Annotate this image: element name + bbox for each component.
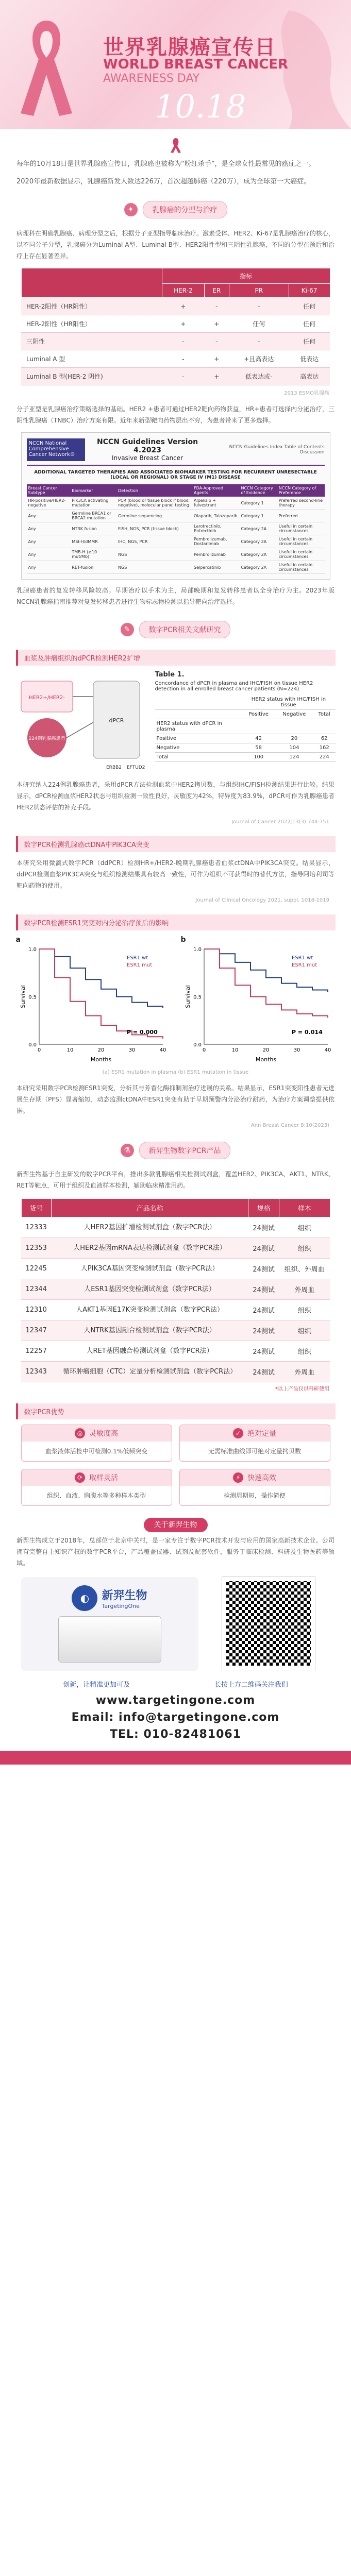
table-row [27, 522, 325, 535]
advantage-title: 灵敏度高 [89, 1430, 118, 1438]
table-cell: Any [27, 510, 71, 522]
table-header: 样本 [279, 1199, 330, 1217]
table-row [155, 743, 336, 753]
advantage-desc: 无需标准曲线即可绝对定量拷贝数 [208, 1448, 301, 1455]
table-row [21, 368, 330, 385]
table-cell: 24测试 [248, 1320, 279, 1341]
km-chart-b [181, 944, 336, 1062]
table-header: FDA-Approved Agents [192, 484, 239, 497]
table-header: Breast Cancer Subtype [27, 484, 71, 497]
brand-left [21, 1577, 198, 1671]
table-cell: Positive [155, 734, 242, 743]
table-header: PR [229, 284, 289, 298]
table-cell: Pembrolizumab [192, 548, 239, 561]
study1-table-desc: Concordance of dPCR in plasma and IHC/FISH on tissue HER2 detection in all enrolled breast cancer patients (N=224) [155, 681, 313, 692]
km-legend-entry: ESR1 mut [291, 962, 317, 968]
table-header [155, 695, 242, 710]
table-cell: 12353 [21, 1238, 51, 1259]
table-cell: - [162, 368, 204, 385]
table-header: 规格 [248, 1199, 279, 1217]
study1-source: Journal of Cancer 2022;13(3):744-751 [231, 819, 329, 825]
advantage-card [179, 1469, 330, 1506]
table-cell: MSI-H/dMMR [70, 535, 116, 548]
table-cell: 12245 [21, 1259, 51, 1279]
products-intro: 新羿生物基于自主研发的数字PCR平台，推出多款乳腺癌相关检测试剂盒，覆盖HER2、PIK3CA、AKT1、NTRK、RET等靶点，可用于组织及血液样本检测，辅助临床精准用药。 [16, 1171, 335, 1189]
table-cell: PCR (blood or tissue block if blood negative), molecular panel testing [116, 497, 192, 510]
km-caption: (a) ESR1 mutation in plasma (b) ESR1 mutation in tissue [102, 1070, 249, 1075]
table-cell: + [162, 315, 204, 333]
email-link[interactable]: Email: info@targetingone.com [71, 1711, 280, 1724]
advantage-icon: ⟳ [75, 1472, 85, 1483]
table-cell: 20 [275, 734, 313, 743]
brand-mark-icon: ◐ [72, 1585, 97, 1611]
table-cell: 组织、外周血 [279, 1259, 330, 1279]
advantage-title-row [22, 1469, 172, 1486]
advantage-card [21, 1425, 172, 1462]
table-cell: Preferred [277, 510, 325, 522]
advantage-desc: 检测周期短，操作简便 [223, 1492, 286, 1499]
km-legend-entry: ESR1 wt [291, 955, 313, 961]
table-cell: 12344 [21, 1279, 51, 1300]
about-heading [0, 1519, 351, 1530]
table-cell: + [204, 350, 229, 368]
table-cell: 12347 [21, 1320, 51, 1341]
table-cell: 58 [242, 743, 275, 753]
km-y-tick: 0.5 [193, 994, 202, 1001]
km-x-tick: 0 [37, 1047, 41, 1053]
table-caption: 2013 ESMO乳腺癌 [284, 391, 329, 396]
study3-heading: 数字PCR检测ESR1突变对内分泌治疗预后的影响 [16, 914, 336, 930]
table-header: NCCN Category of Evidence [239, 484, 277, 497]
table-row [21, 1279, 330, 1300]
product-name: 人AKT1基因E17K突变检测试剂盒（数字PCR法） [51, 1300, 248, 1320]
products-note: *以上产品仅供科研使用 [275, 1386, 329, 1392]
table-cell: Category 2A [239, 561, 277, 574]
diagram-label: 224例乳腺癌患者 [28, 736, 65, 741]
km-panel-b [181, 936, 336, 1064]
dna-icon: ✦ [124, 203, 138, 216]
table-cell: 任何 [229, 315, 289, 333]
study2-heading: 数字PCR检测乳腺癌ctDNA中PIK3CA突变 [16, 836, 336, 852]
km-y-tick: 1.0 [28, 947, 37, 953]
table-header: Total [313, 710, 336, 719]
table-cell: 24测试 [248, 1300, 279, 1320]
study1-table-title: Table 1. [155, 671, 185, 679]
table-cell: 62 [313, 734, 336, 743]
nccn-subtitle: Invasive Breast Cancer [111, 454, 183, 462]
study3-text: 本研究采用数字PCR检测ESR1突变，分析其与芳香化酶抑制剂治疗进展的关系。结果显示，ESR1突变阳性患者无进展生存期（PFS）显著缩短，动态监测ctDNA中ESR1突变有助于早期预警内分泌治疗耐药，为治疗方案调整提供依据。 [16, 1084, 335, 1114]
table-header: Positive [242, 710, 275, 719]
table-cell: 任何 [289, 315, 330, 333]
table-cell: Larotrectinib, Entrectinib [192, 522, 239, 535]
km-x-tick: 40 [159, 1047, 166, 1053]
table-cell: - [162, 333, 204, 350]
table-row [21, 1341, 330, 1362]
table-cell: Luminal A 型 [21, 350, 162, 368]
table-cell: 三阴性 [21, 333, 162, 350]
table-cell: + [162, 298, 204, 315]
table-header: Biomarker [70, 484, 116, 497]
contacts [0, 1694, 351, 1741]
table-cell: 组织 [279, 1341, 330, 1362]
km-panel-label: a [15, 936, 21, 944]
table-cell: - [204, 298, 229, 315]
table-row [21, 1217, 330, 1238]
table-cell: - [204, 333, 229, 350]
table-cell: HER2 status with dPCR in plasma [155, 719, 242, 734]
table-cell: - [229, 333, 289, 350]
advantage-title-row [180, 1469, 330, 1486]
table-cell: RET-fusion [70, 561, 116, 574]
table-row [21, 1320, 330, 1341]
table-cell: 24测试 [248, 1341, 279, 1362]
table-cell: Germline sequencing [116, 510, 192, 522]
table-cell: 224 [313, 753, 336, 762]
table-cell: 24测试 [248, 1238, 279, 1259]
table-cell: Category 2A [239, 535, 277, 548]
product-name: 循环肿瘤细胞（CTC）定量分析检测试剂盒（数字PCR法） [51, 1362, 248, 1382]
study1-text: 本研究纳入224例乳腺癌患者，采用dPCR方法检测血浆中HER2拷贝数，与组织IHC/FISH检测结果进行比较。结果显示，dPCR检测血浆HER2状态与组织检测一致性良好，灵敏度为42%，特异度为83.9%，dPCR可作为乳腺癌患者HER2状态评估的补充手段。 [16, 781, 335, 811]
diagram-label: HER2+/HER2- [28, 695, 65, 701]
km-y-tick: 1.0 [193, 947, 202, 953]
study1-diagram [16, 671, 150, 774]
subtype-table [21, 268, 330, 385]
study2-text: 本研究采用微滴式数字PCR（ddPCR）检测HR+/HER2-晚期乳腺癌患者血浆ctDNA中PIK3CA突变。结果显示，ddPCR检测血浆PIK3CA突变与组织检测结果具有较高一致性，可作为组织不可获得时的替代方法，指导阿培利司等靶向药物的使用。 [16, 859, 335, 889]
table-header: Negative [275, 710, 313, 719]
table-cell: 12257 [21, 1341, 51, 1362]
advantage-title: 快速高效 [247, 1474, 276, 1482]
table-row [155, 734, 336, 743]
table-cell: + [204, 368, 229, 385]
table-cell: Pembrolizumab, Dostarlimab [192, 535, 239, 548]
table-row [27, 535, 325, 548]
phone-number[interactable]: TEL: 010-82481061 [109, 1728, 242, 1741]
study1-table [155, 671, 336, 774]
table-header: Detection [116, 484, 192, 497]
table-cell: Useful in certain circumstances [277, 522, 325, 535]
table-cell: Category 2A [239, 548, 277, 561]
section-title: 数字PCR相关文献研究 [139, 621, 231, 638]
table-cell: 低表达 [289, 350, 330, 368]
banner-date: 10.18 [155, 88, 246, 125]
advantage-title-row [180, 1425, 330, 1442]
diagram-label: EFTUD2 [126, 765, 145, 770]
table-row [27, 510, 325, 522]
table-row [27, 548, 325, 561]
table-cell: 24测试 [248, 1279, 279, 1300]
table-cell: NGS [116, 548, 192, 561]
advantages-grid [21, 1425, 330, 1506]
nccn-note: ADDITIONAL TARGETED THERAPIES AND ASSOCIATED BIOMARKER TESTING FOR RECURRENT UNRESECTABLE (LOCAL OR REGIONAL) OR STAGE IV (M1) DISEASE [34, 470, 317, 480]
nccn-title: NCCN Guidelines Version 4.2023 [96, 438, 198, 454]
table-cell: 24测试 [248, 1217, 279, 1238]
table-cell [242, 719, 275, 734]
km-curves [16, 936, 336, 1064]
table-header: HER-2 [162, 284, 204, 298]
study2-source: Journal of Clinical Oncology 2021, suppl, 1018-1019 [195, 897, 329, 903]
advantage-desc: 组织、血液、胸腹水等多种样本类型 [46, 1492, 146, 1499]
advantage-icon: ⚡ [233, 1472, 243, 1483]
intro-paragraph-2: 2020年最新数据显示，乳腺癌新发人数达226万，首次超越肺癌（220万），成为全球第一大癌症。 [16, 178, 311, 185]
table-cell: HER-2阳性（HR阴性） [21, 298, 162, 315]
footer-bar [0, 1751, 351, 1765]
km-x-tick: 30 [293, 1047, 300, 1053]
brand-card [21, 1577, 330, 1671]
table-cell: +且高表达 [229, 350, 289, 368]
subtype-paragraph-1: 病理科在明确乳腺癌、病理分型之后，根据分子亚型指导临床治疗。激素受体、HER2、Ki-67是乳腺癌治疗的核心，以不同分子分型，乳腺癌分为Luminal A型、Luminal B型、HER2阳性型和三阴性乳腺癌，不同的分型在预后和治疗上存在显著差异。 [16, 230, 335, 260]
hero-banner [0, 0, 351, 129]
table-cell: 外周血 [279, 1362, 330, 1382]
diagram-label: ERBB2 [106, 765, 122, 770]
km-p-value: P = 0.014 [291, 1029, 323, 1036]
product-name: 人RET基因融合检测试剂盒（数字PCR法） [51, 1341, 248, 1362]
table-cell: PIK3CA activating mutation [70, 497, 116, 510]
table-cell: 104 [275, 743, 313, 753]
advantage-desc: 血浆液体活检中可检测0.1%低频突变 [45, 1448, 148, 1455]
dpcr-device-image [58, 1616, 161, 1663]
table-row [155, 753, 336, 762]
table-cell: 24测试 [248, 1259, 279, 1279]
table-cell: Useful in certain circumstances [277, 535, 325, 548]
table-cell [313, 719, 336, 734]
km-x-tick: 0 [202, 1047, 206, 1053]
subtype-paragraph-2: 分子亚型是乳腺癌治疗策略选择的基础。HER2 +患者可通过HER2靶向药物获益，HR+患者可选择内分泌治疗，三阴性乳腺癌（TNBC）治疗方案有限。近年来新型靶向药物层出不穷，为患者带来了更多选择。 [16, 405, 335, 424]
table-row [27, 497, 325, 510]
banner-title-en: WORLD BREAST CANCER [103, 57, 289, 72]
banner-title-cn: 世界乳腺癌宣传日 [103, 36, 276, 59]
table-cell: 组织 [279, 1238, 330, 1259]
product-name: 人NTRK基因融合检测试剂盒（数字PCR法） [51, 1320, 248, 1341]
km-x-tick: 20 [97, 1047, 104, 1053]
product-name: 人ESR1基因突变检测试剂盒（数字PCR法） [51, 1279, 248, 1300]
km-x-tick: 10 [66, 1047, 73, 1053]
table-cell: Any [27, 548, 71, 561]
table-header: NCCN Category of Preference [277, 484, 325, 497]
km-x-tick: 20 [262, 1047, 269, 1053]
product-name: 人PIK3CA基因突变检测试剂盒（数字PCR法） [51, 1259, 248, 1279]
study1-heading: 血浆及肿瘤组织的dPCR检测HER2扩增 [16, 650, 336, 666]
table-cell: + [204, 315, 229, 333]
km-y-tick: 0.0 [193, 1042, 202, 1048]
table-cell: Negative [155, 743, 242, 753]
table-cell: 42 [242, 734, 275, 743]
brand-name-cn: 新羿生物 [102, 1589, 147, 1602]
km-x-tick: 30 [128, 1047, 135, 1053]
table-cell: Category 1 [239, 510, 277, 522]
brand-right [207, 1577, 330, 1671]
table-header-empty [21, 268, 162, 298]
table-cell: Category 1 [239, 497, 277, 510]
product-name: 人HER2基因扩增检测试剂盒（数字PCR法） [51, 1217, 248, 1238]
km-legend-entry: ESR1 wt [126, 955, 148, 961]
table-cell: 高表达 [289, 368, 330, 385]
table-cell: 12333 [21, 1217, 51, 1238]
table-cell: Useful in certain circumstances [277, 561, 325, 574]
km-p-value: P = 0.000 [126, 1029, 158, 1036]
section-header-products [0, 1142, 351, 1159]
diagram-label: dPCR [109, 717, 124, 724]
table-cell: 100 [242, 753, 275, 762]
table-cell: 12343 [21, 1362, 51, 1382]
table-header: Ki-67 [289, 284, 330, 298]
study3-source: Ann Breast Cancer 8;10(2023) [250, 1123, 329, 1128]
nccn-table [27, 484, 325, 574]
table-header: HER2 status with IHC/FISH in tissue [242, 695, 335, 710]
table-row [27, 561, 325, 574]
advantage-card [179, 1425, 330, 1462]
table-header: 产品名称 [51, 1199, 248, 1217]
table-cell: NTRK fusion [70, 522, 116, 535]
about-text: 新羿生物成立于2018年，总部位于北京中关村，是一家专注于数字PCR技术开发与应用的国家高新技术企业。公司拥有完整自主知识产权的数字PCR平台，产品覆盖仪器、试剂及配套软件，服务于临床检测、科研及生物医药等领域。 [16, 1537, 335, 1567]
advantage-card [21, 1469, 172, 1506]
table-header [155, 710, 242, 719]
table-cell: Category 2A [239, 522, 277, 535]
table-cell: 组织 [279, 1320, 330, 1341]
table-cell: - [229, 298, 289, 315]
km-panel-a [16, 936, 171, 1064]
table-cell: 12310 [21, 1300, 51, 1320]
nccn-logo: NCCN National Comprehensive Cancer Network® [27, 438, 86, 461]
table-cell: Germline BRCA1 or BRCA2 mutation [70, 510, 116, 522]
advantage-title-row [22, 1425, 172, 1442]
km-panel-label: b [180, 936, 186, 944]
table-row [21, 1238, 330, 1259]
km-x-label: Months [255, 1056, 276, 1062]
products-table [21, 1198, 330, 1382]
nccn-guideline-figure [21, 432, 330, 580]
table-cell: 124 [275, 753, 313, 762]
table-cell: Olaparib, Talazoparib [192, 510, 239, 522]
brand-name-en: TargetingOne [102, 1603, 140, 1609]
table-cell: 任何 [289, 333, 330, 350]
pink-ribbon-icon [15, 15, 77, 118]
table-cell: 低表达或- [229, 368, 289, 385]
table-cell: Preferred second-line therapy [277, 497, 325, 510]
table-cell: Any [27, 561, 71, 574]
table-header: 货号 [21, 1199, 51, 1217]
study1-figure [16, 671, 336, 774]
table-row [21, 333, 330, 350]
table-row [21, 1362, 330, 1382]
table-cell: Luminal B 型(HER-2 阴性) [21, 368, 162, 385]
product-name: 人HER2基因mRNA表达检测试剂盒（数字PCR法） [51, 1238, 248, 1259]
slogan-row [21, 1679, 330, 1689]
table-cell: Any [27, 522, 71, 535]
km-x-label: Months [90, 1056, 111, 1062]
km-x-tick: 40 [324, 1047, 331, 1053]
table-cell: - [162, 350, 204, 368]
table-cell: 组织 [279, 1217, 330, 1238]
table-cell: Any [27, 535, 71, 548]
km-y-label: Survival [19, 985, 26, 1008]
km-y-tick: 0.0 [28, 1042, 37, 1048]
table-cell: 24测试 [248, 1362, 279, 1382]
about-title: 关于新羿生物 [144, 1518, 208, 1532]
table-cell: Selpercatinib [192, 561, 239, 574]
qr-code-icon[interactable] [222, 1577, 315, 1670]
table-cell: 组织 [279, 1300, 330, 1320]
table-row [21, 315, 330, 333]
table-cell: 外周血 [279, 1279, 330, 1300]
table-row [21, 1300, 330, 1320]
section-header-subtype [0, 201, 351, 218]
km-x-tick: 10 [231, 1047, 238, 1053]
table-cell [275, 719, 313, 734]
advantage-icon: ◎ [75, 1428, 85, 1438]
table-cell: TMB-H (≥10 mut/Mb) [70, 548, 116, 561]
km-y-label: Survival [184, 985, 191, 1008]
table-cell: FISH, NGS, PCR (tissue block) [116, 522, 192, 535]
table-cell: HER-2阳性（HR阳性） [21, 315, 162, 333]
table-row [21, 350, 330, 368]
small-ribbon-icon [0, 137, 351, 156]
subtype-paragraph-3: 乳腺癌患者的复发转移风险较高。早期治疗以手术为主，局部晚期和复发转移患者以全身治疗为主。2023年版NCCN乳腺癌指南推荐对复发转移患者进行生物标志物检测以指导靶向治疗选择。 [16, 587, 335, 605]
table-header-group: 指标 [162, 268, 330, 284]
advantage-title: 绝对定量 [247, 1430, 276, 1438]
book-icon: ✎ [121, 623, 134, 636]
flask-icon: ⚗ [121, 1144, 134, 1157]
table-cell: NGS [116, 561, 192, 574]
slogan-left: 创新，让精准更加可及 [63, 1681, 130, 1689]
website-link[interactable]: www.targetingone.com [95, 1694, 256, 1707]
km-legend-entry: ESR1 mut [126, 962, 152, 968]
table-cell: IHC, NGS, PCR [116, 535, 192, 548]
table-cell: 任何 [289, 298, 330, 315]
table-cell: 162 [313, 743, 336, 753]
table-cell: HR-positive/HER2-negative [27, 497, 71, 510]
section-title: 乳腺癌的分型与治疗 [143, 201, 227, 218]
table-cell: Total [155, 753, 242, 762]
table-row [155, 719, 336, 734]
km-y-tick: 0.5 [28, 994, 37, 1001]
intro-paragraph-1: 每年的10月18日是世界乳腺癌宣传日，乳腺癌也被称为“粉红杀手”，是全球女性最常见的癌症之一。 [16, 160, 315, 168]
advantage-title: 取样灵活 [89, 1474, 118, 1482]
slogan-right: 长按上方二维码关注我们 [214, 1681, 288, 1689]
brand-logo [72, 1585, 147, 1611]
table-row [21, 298, 330, 315]
advantages-heading: 数字PCR优势 [16, 1403, 336, 1419]
table-header: ER [204, 284, 229, 298]
advantage-icon: ✓ [233, 1428, 243, 1438]
table-cell: Alpelisib + fulvestrant [192, 497, 239, 510]
section-title: 新羿生物数字PCR产品 [139, 1142, 231, 1159]
table-cell: Useful in certain circumstances [277, 548, 325, 561]
banner-subtitle-en: AWARENESS DAY [103, 72, 200, 85]
nccn-guides-index: NCCN Guidelines Index Table of Contents Discussion [229, 445, 325, 455]
section-header-literature [0, 621, 351, 638]
table-row [21, 1259, 330, 1279]
km-chart-a [16, 944, 171, 1062]
